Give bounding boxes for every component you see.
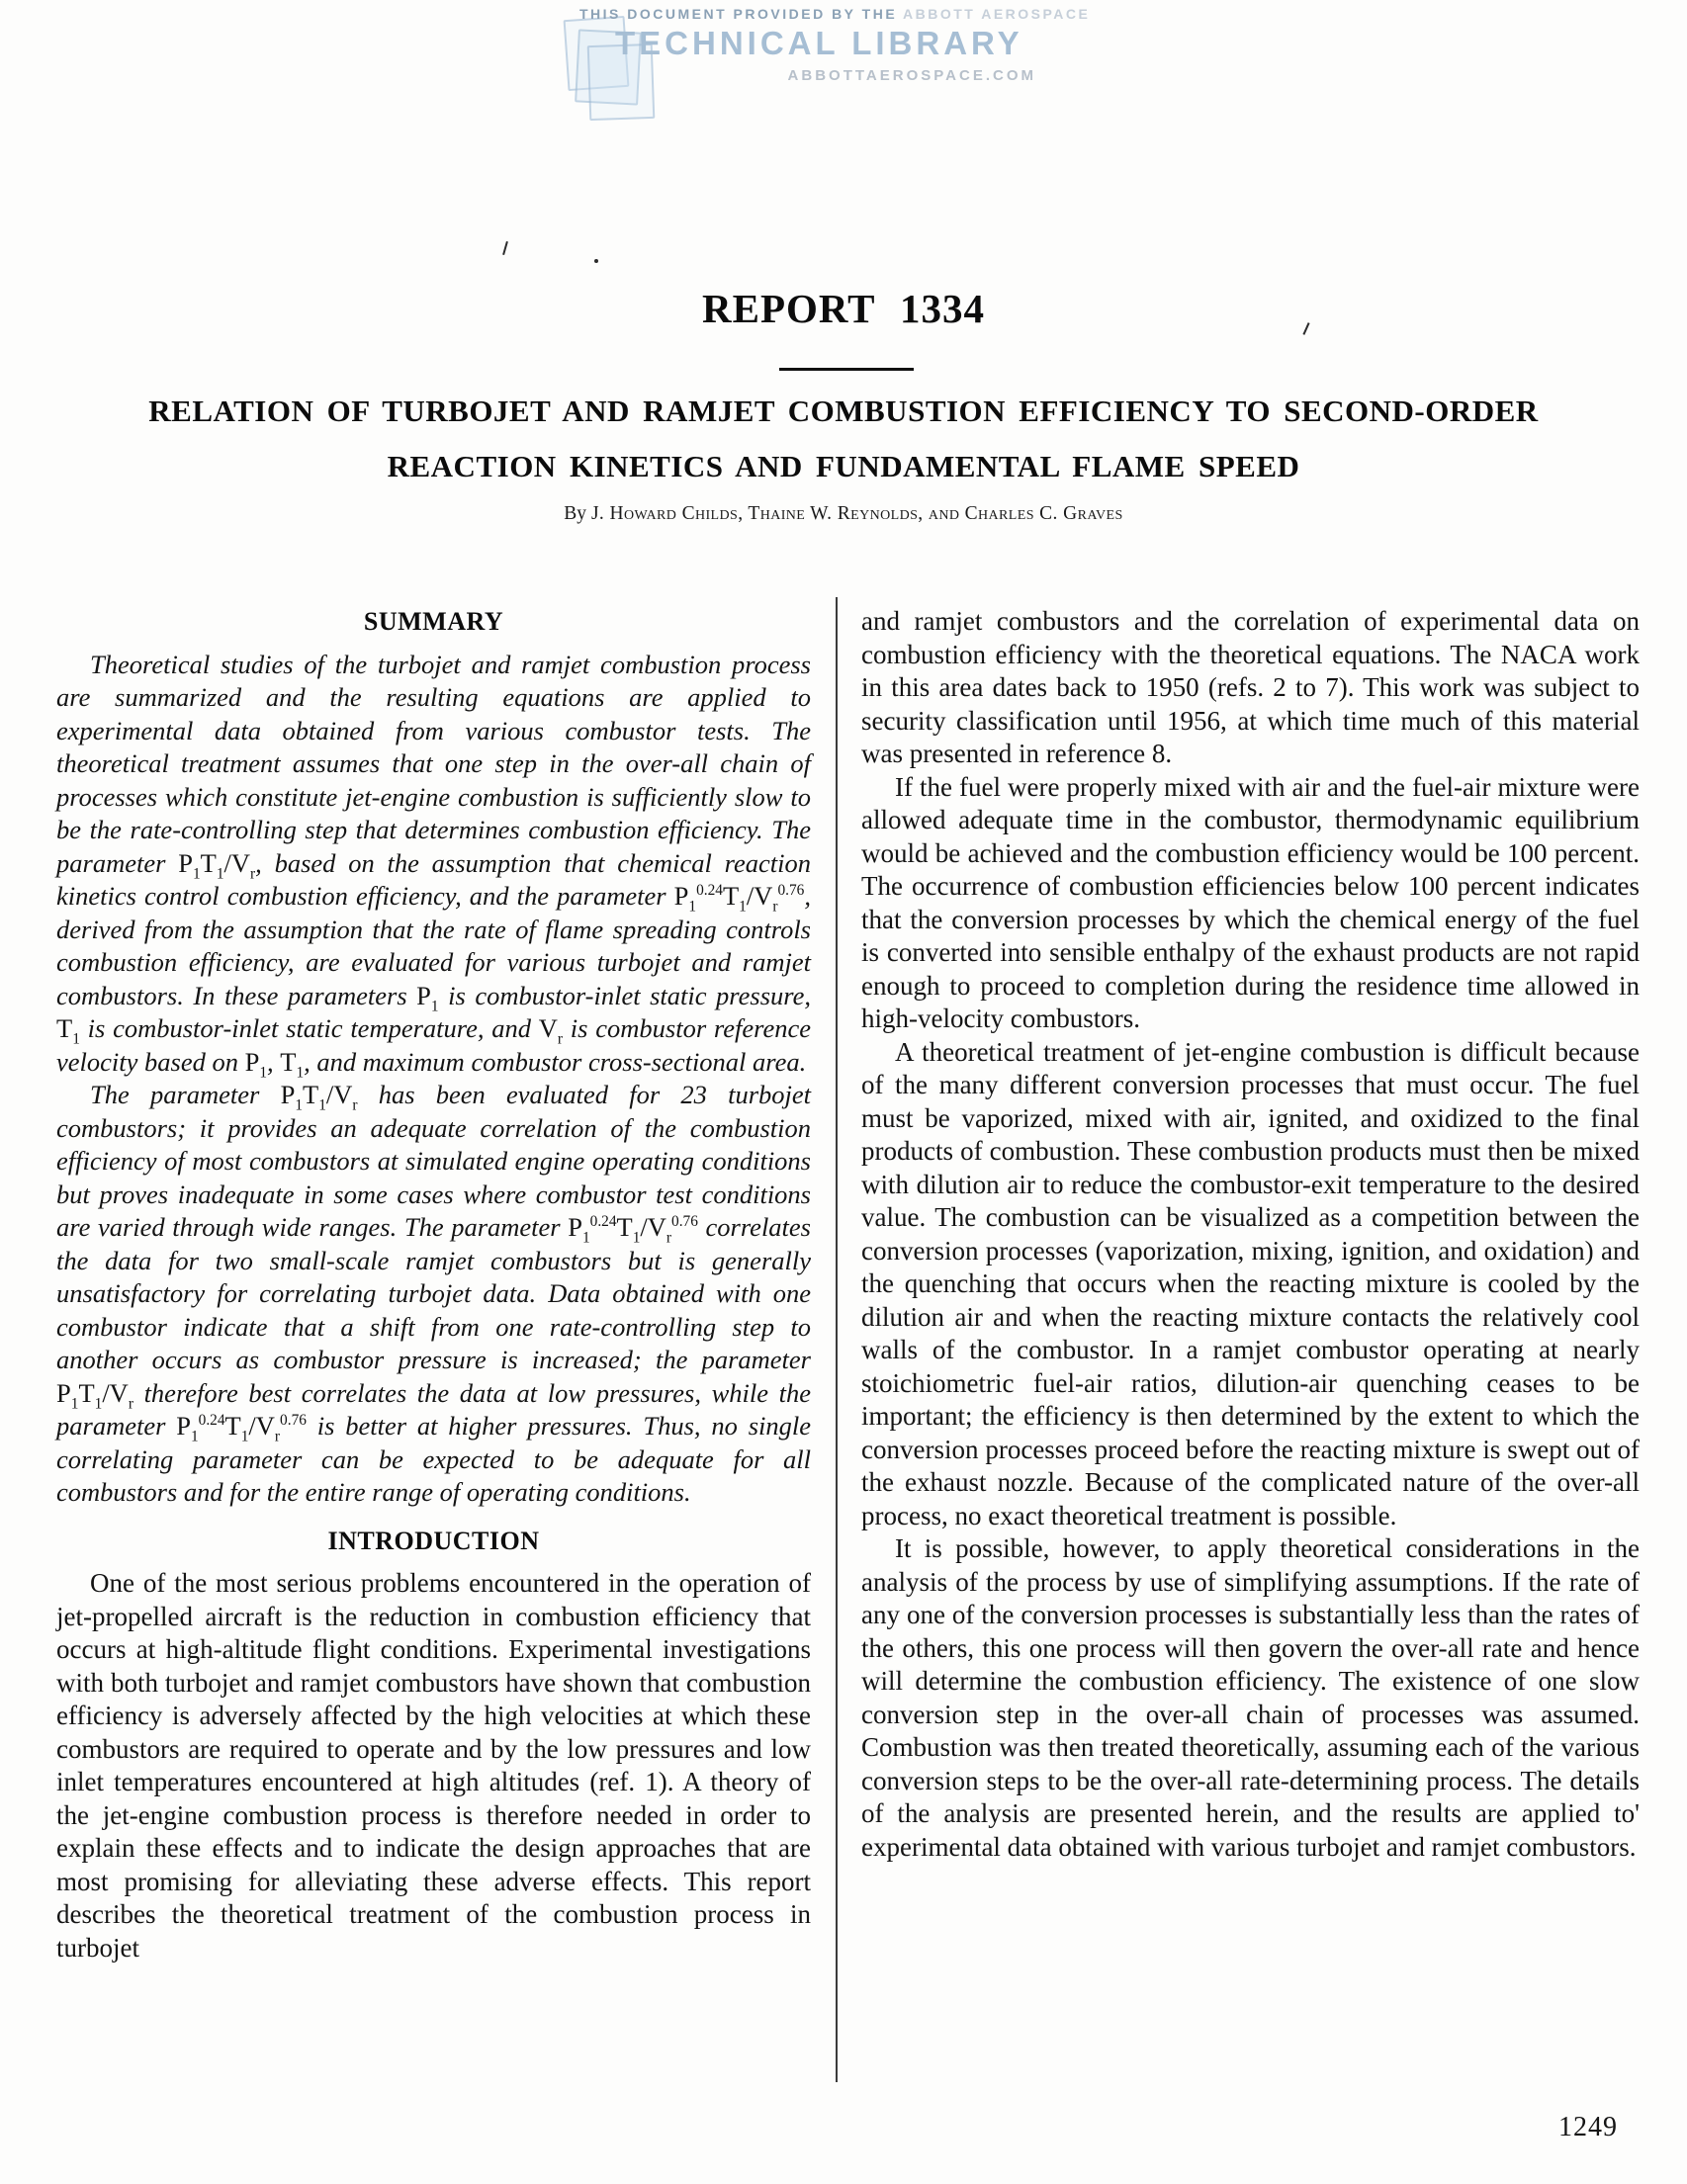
report-title-line1: RELATION OF TURBOJET AND RAMJET COMBUSTION EFFICIENCY TO SECOND-ORDER [148, 393, 1539, 428]
watermark-provided-by-line [550, 6, 1091, 22]
body-paragraph: It is possible, however, to apply theoretical considerations in the analysis of the process by use of simplifying assumptions. If the rate of any one of the conversion processes is substantially less than the rates of the others, this one process will then govern the over-all rate and hence will determine the combustion efficiency. The existence of one slow conversion step in the over-all chain of processes was assumed. Combustion was then treated theoretically, assuming each of the various conversion steps to be the over-all rate-determining process. The details of the analysis are presented herein, and the results are applied to' experimental data obtained with various turbojet and ramjet combustors. [861, 1533, 1640, 1862]
report-title-line2: REACTION KINETICS AND FUNDAMENTAL FLAME SPEED [387, 449, 1300, 483]
page-number: 1249 [1558, 2112, 1618, 2142]
title-divider [779, 368, 914, 371]
summary-heading: SUMMARY [363, 607, 504, 636]
body-paragraph: and ramjet combustors and the correlation of experimental data on combustion efficiency with the theoretical equations. The NACA work in this area dates back to 1950 (refs. 2 to 7). This work was subject to security classification until 1956, at which time much of this material was presented in reference 8. [861, 606, 1640, 768]
body-paragraph: A theoretical treatment of jet-engine combustion is difficult because of the many different conversion processes that must occur. The fuel must be vaporized, mixed with air, ignited, and oxidized to the final products of combustion. These combustion products must then be mixed with dilution air to reduce the combustor-exit temperature to the desired value. The combustion can be visualized as a competition between the conversion processes (vaporization, mixing, ignition, and oxidation) and the quenching that occurs when the reacting mixture is cooled by the dilution air and when the reacting mixture contacts the relatively cool walls of the combustor. In a ramjet combustor operating at nearly stoichiometric fuel-air ratios, dilution-air quenching ceases to be important; the efficiency is then determined by the extent to which the conversion processes proceed before the reacting mixture is swept out of the exhaust nozzle. Because of the complicated nature of the over-all process, no exact theoretical treatment is possible. [861, 1036, 1640, 1530]
column-divider [836, 597, 838, 2082]
watermark-library: TECHNICAL LIBRARY [615, 25, 1023, 61]
summary-paragraph: Theoretical studies of the turbojet and ramjet combustion process are summarized and the resulting equations are applied to experimental data obtained from various combustor tests. The theoretical treatment assumes that one step in the over-all chain of processes which constitute jet-engine combustion is sufficiently slow to be the rate-controlling step that determines combustion efficiency. The parameter $P_1T_1/V_r$, based on the assumption that chemical reaction kinetics control combustion efficiency, and the parameter $P_1^{0.24}T_1/V_r^{0.76}$, derived from the assumption that the rate of flame spreading controls combustion efficiency, are evaluated for various turbojet and ramjet combustors. In these parameters $P_1$ is combustor-inlet static pressure, $T_1$ is combustor-inlet static temperature, and $V_r$ is combustor reference velocity based on $P_1$, $T_1$, and maximum combustor cross-sectional area. [56, 649, 811, 1081]
summary-paragraph: The parameter $P_1T_1/V_r$ has been evaluated for 23 turbojet combustors; it provides an adequate correlation of the combustion efficiency of most combustors at simulated engine operating conditions but proves inadequate in some cases where combustor test conditions are varied through wide ranges. The parameter $P_1^{0.24}T_1/V_r^{0.76}$ correlates the data for two small-scale ramjet combustors but is generally unsatisfactory for correlating turbojet data. Data obtained with one combustor indicate that a shift from one rate-controlling step to another occurs as combustor pressure is increased; the parameter $P_1T_1/V_r$ therefore best correlates the data at low pressures, while the parameter $P_1^{0.24}T_1/V_r^{0.76}$ is better at higher pressures. Thus, no single correlating parameter can be expected to be adequate for all combustors and for the entire range of operating conditions. [56, 1080, 812, 1507]
authors: J. Howard Childs, Thaine W. Reynolds, and Charles C. Graves [590, 503, 1123, 524]
scan-speck [502, 241, 508, 255]
scan-speck [594, 259, 598, 263]
byline-prefix: By [564, 503, 587, 524]
watermark-site: ABBOTTAEROSPACE.COM [787, 67, 1036, 84]
introduction-paragraph: One of the most serious problems encountered in the operation of jet-propelled aircraft is the reduction in combustion efficiency that occurs at high-altitude flight conditions. Experimental investigations with both turbojet and ramjet combustors have shown that combustion efficiency is adversely affected by the high velocities at which these combustors are required to operate and by the low pressures and low inlet temperatures encountered at high altitudes (ref. 1). A theory of the jet-engine combustion process is therefore needed in order to explain these effects and to indicate the design approaches that are most promising for alleviating these adverse effects. This report describes the theoretical treatment of the combustion process in turbojet [56, 1568, 811, 1963]
introduction-heading: INTRODUCTION [327, 1526, 540, 1555]
right-column [861, 605, 1640, 1864]
body-paragraph: If the fuel were properly mixed with air and the fuel-air mixture were allowed adequate time in the combustor, thermodynamic equilibrium would be achieved and the combustion efficiency would be 100 percent. The occurrence of combustion efficiencies below 100 percent indicates that the conversion processes by which the chemical energy of the fuel is converted into sensible enthalpy of the exhaust products are not rapid enough to proceed to completion during the residence time allowed in high-velocity combustors. [861, 771, 1640, 1033]
left-column [56, 605, 811, 1965]
report-title [0, 393, 1687, 484]
byline [0, 503, 1687, 525]
watermark-brand: ABBOTT AEROSPACE [903, 6, 1091, 22]
watermark-provided-by: THIS DOCUMENT PROVIDED BY THE [579, 6, 898, 22]
report-number: REPORT 1334 [702, 286, 985, 331]
watermark [550, 6, 1091, 84]
